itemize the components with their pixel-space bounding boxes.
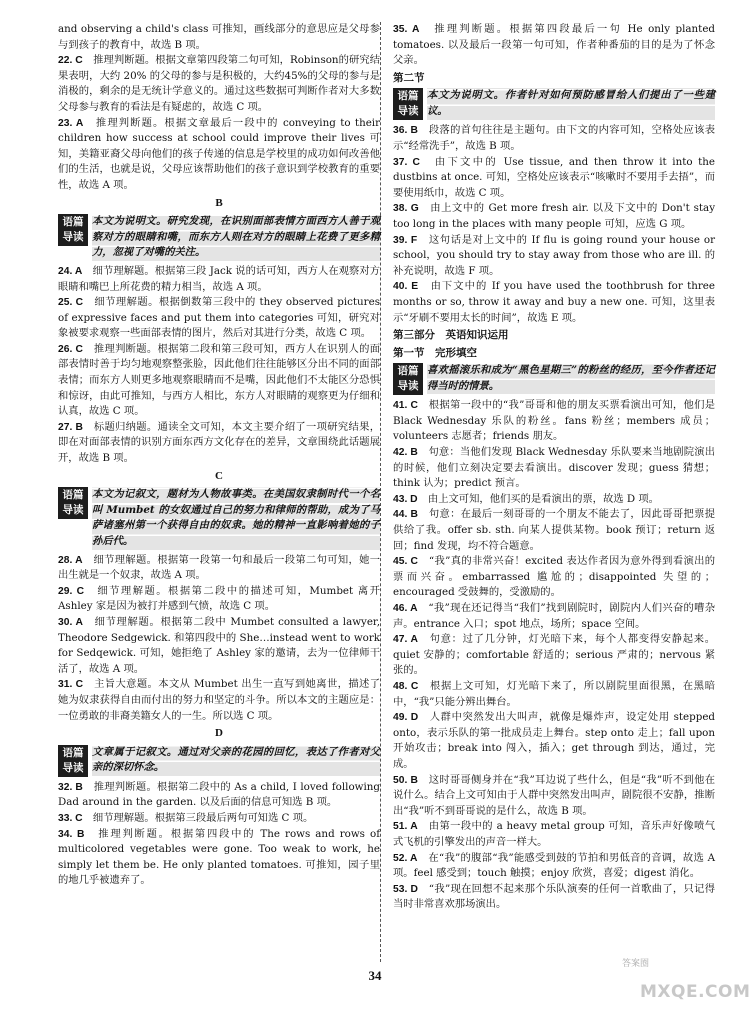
answer-explanation: 这句话是对上文中的 If flu is going round your house or school，you should try to stay away from those who are ill. 的补充说明，故选 F 项。 <box>393 233 715 277</box>
answer-26 <box>58 342 380 420</box>
answer-number: 35. A <box>393 24 420 35</box>
answer-explanation: 细节理解题。根据第二段中 Mumbet consulted a lawyer, Theodore Sedgewick. 和第四段中的 She…instead went to work for Sedqewick. 可知，她拒绝了 Ashley 家的邀请，去为一位律师干活了，故选 A 项。 <box>58 615 380 675</box>
answer-51 <box>393 819 715 850</box>
answer-explanation: 句意：当他们发现 Black Wednesday 乐队要来当地剧院演出的时候，他们立刻决定要去看演出。discover 发现；guess 猜想；think 认为；predict 预言。 <box>393 446 716 490</box>
guide-badge <box>58 487 88 519</box>
badge-line-2: 导读 <box>62 504 84 517</box>
answer-number: 45. C <box>393 556 418 568</box>
answer-explanation: 推理判断题。根据文章最后一段中的 conveying to their children how success at school could improve their lives 可知，美籍亚裔父母向他们的孩子传递的信息是学校里的成功如何改善他们的生活，也就是说，父母应该帮助他们的孩子意识到学校教育的重要性，故选 A 项。 <box>58 116 381 191</box>
answer-number: 46. A <box>393 603 418 614</box>
answer-number: 44. B <box>393 509 418 521</box>
badge-line-2: 导读 <box>397 380 419 393</box>
part-heading: 第三部分 英语知识运用 <box>393 329 509 342</box>
guide-text: 喜欢摇滚乐和成为“黑色星期三”的粉丝的经历，至今作者还记得当时的情景。 <box>427 363 715 394</box>
answer-explanation: 推理判断题。根据第四段中的 The rows and rows of multicolored vegetables were gone. Too weak to work, he simply let them be. He only planted tomatoes. 可推知，园子里的地几乎被遗弃了。 <box>58 827 380 887</box>
answer-32 <box>58 780 380 811</box>
part-heading: 第二节 <box>393 71 425 84</box>
answer-number: 51. A <box>393 821 418 833</box>
answer-43 <box>393 492 715 508</box>
answer-explanation: 细节理解题。根据第三段 Jack 说的话可知，西方人在观察对方眼睛和嘴巴上所花费的精力相当，故选 A 项。 <box>58 264 381 293</box>
guide-badge <box>393 88 423 120</box>
answer-36 <box>393 123 715 154</box>
answer-29 <box>58 584 380 615</box>
badge-line-2: 导读 <box>62 231 84 244</box>
answer-50 <box>393 773 715 820</box>
answer-number: 24. A <box>58 265 83 277</box>
badge-line-1: 语篇 <box>397 365 419 378</box>
guide-text: 文章属于记叙文。通过对父亲的花园的回忆，表达了作者对父亲的深切怀念。 <box>92 745 380 776</box>
answer-45 <box>393 554 715 601</box>
answer-number: 39. F <box>393 234 418 246</box>
section-letter-b: B <box>215 196 223 209</box>
page-number: 34 <box>368 968 382 983</box>
sub-heading: 第一节 完形填空 <box>393 346 477 359</box>
answer-number: 49. D <box>393 712 419 724</box>
answer-number: 25. C <box>58 297 84 309</box>
answer-number: 37. C <box>393 156 420 168</box>
answer-number: 48. C <box>393 680 419 692</box>
answer-explanation: “我”真的非常兴奋！excited 表达作者因为意外得到看演出的票而兴奋。embarrassed 尴尬的；disappointed 失望的；encouraged 受鼓舞的，受激励的。 <box>393 555 715 599</box>
answer-explanation: 细节理解题。根据第三段最后两句可知选 C 项。 <box>92 811 314 824</box>
answer-explanation: 推理判断题。根据第二段和第三段可知，西方人在识别人的面部表情时善于均匀地观察整张脸，因此他们往往能够区分出不同的面部表情；而东方人则更多地观察眼睛而不是嘴，因此他们不太能区分恐惧和惊讶，由此可推知，与西方人相比，东方人对眼睛的观察更为仔细和认真，故选 C 项。 <box>58 342 380 418</box>
answer-explanation: 推理判断题。根据第二段中的 As a child, I loved following Dad around in the garden. 以及后面的信息可知选 B 项。 <box>58 780 380 809</box>
answer-number: 42. B <box>393 447 418 459</box>
answer-27 <box>58 420 380 467</box>
answer-number: 41. C <box>393 400 418 412</box>
answer-number: 33. C <box>58 812 83 824</box>
answer-explanation: 由上文可知，他们买的是看演出的票，故选 D 项。 <box>427 492 659 505</box>
answer-31 <box>58 677 380 724</box>
answer-explanation: 由第一段中的 a heavy metal group 可知，音乐声好像喷气式飞机的引擎发出的声音一样大。 <box>393 820 715 848</box>
answer-25 <box>58 295 380 342</box>
answer-number: 43. D <box>393 493 418 505</box>
badge-line-2: 导读 <box>62 761 84 774</box>
guide-text: 本文为说明文。研究发现，在识别面部表情方面西方人善于观察对方的眼睛和嘴，而东方人则在对方的眼睛上花费了更多精力，忽视了对嘴的关注。 <box>92 214 380 261</box>
answer-number: 28. A <box>58 554 83 566</box>
answer-explanation: 句意：过了几分钟，灯光暗下来，每个人都变得安静起来。quiet 安静的；comfortable 舒适的；serious 严肃的；nervous 紧张的。 <box>393 633 716 677</box>
left-column <box>58 22 380 889</box>
answer-35 <box>393 22 715 69</box>
answer-47 <box>393 632 715 679</box>
answer-explanation: 标题归纳题。通读全文可知，本文主要介绍了一项研究结果，即在对面部表情的识别方面东西方文化存在的差异，文章围绕此话题展开，故选 B 项。 <box>58 420 380 465</box>
answer-explanation: 由下文中的 Use tissue, and then throw it into the dustbins at once. 可知，空格处应该表示“咳嗽时不要用手去捂”，而要使用纸巾，故选 C 项。 <box>393 155 715 199</box>
answer-52 <box>393 851 715 882</box>
answer-explanation: 这时哥哥侧身并在“我”耳边说了些什么，但是“我”听不到他在说什么。结合上文可知由于人群中突然发出叫声，剧院很不安静，推断出“我”听不到哥哥说的是什么，故选 B 项。 <box>393 773 715 817</box>
guide-text: 本文为说明文。作者针对如何预防感冒给人们提出了一些建议。 <box>427 88 715 119</box>
answer-explanation: 由下文中的 If you have used the toothbrush for three months or so, throw it away and buy a new one. 可知，这里表示“牙刷不要用太长的时间”，故选 E 项。 <box>393 280 715 324</box>
answer-number: 29. C <box>58 585 85 597</box>
badge-line-1: 语篇 <box>62 216 84 229</box>
answer-number: 23. A <box>58 117 84 129</box>
answer-40 <box>393 279 715 326</box>
answer-number: 40. E <box>393 281 419 293</box>
answer-38 <box>393 201 715 232</box>
answer-explanation: “我”现在回想不起来那个乐队演奏的任何一首歌曲了，只记得当时非常喜欢那场演出。 <box>393 882 715 911</box>
answer-23 <box>58 116 380 194</box>
answer-number: 27. B <box>58 421 83 433</box>
intro-paragraph: and observing a child's class 可推知，画线部分的意思应是父母参与到孩子的教育中，故选 B 项。 <box>58 23 380 51</box>
reading-guide-c <box>58 487 380 549</box>
answer-number: 22. C <box>58 55 83 67</box>
watermark-label: 答案圈 <box>622 959 650 969</box>
answer-number: 32. B <box>58 781 83 793</box>
answer-explanation: 由上文中的 Get more fresh air. 以及下文中的 Don't stay too long in the places with many people 可知，应选 G 项。 <box>393 202 716 230</box>
answer-41 <box>393 398 715 445</box>
guide-badge <box>393 363 423 395</box>
answer-number: 34. B <box>58 828 85 840</box>
badge-line-1: 语篇 <box>62 489 84 502</box>
answer-44 <box>393 507 715 554</box>
answer-explanation: 主旨大意题。本文从 Mumbet 出生一直写到她离世，描述了她为奴隶获得自由而付出的努力和坚定的斗争。所以本文的主题应是：一位勇敢的非裔美籍女人的一生。所以选 C 项。 <box>58 678 381 722</box>
answer-explanation: 推理判断题。根据第四段最后一句 He only planted tomatoes. 以及最后一段第一句可知，作者种番茄的目的是为了怀念父亲。 <box>393 23 715 67</box>
badge-line-2: 导读 <box>397 105 419 118</box>
answer-33 <box>58 811 380 827</box>
answer-explanation: 在“我”的腹部“我”能感受到鼓的节拍和男低音的音调，故选 A 项。feel 感受到；touch 触摸；enjoy 欣赏，喜爱；digest 消化。 <box>393 851 716 880</box>
answer-53 <box>393 882 715 913</box>
answer-28 <box>58 553 380 584</box>
answer-explanation: 根据上文可知，灯光暗下来了，所以剧院里面很黑，在黑暗中，“我”只能分辨出舞台。 <box>393 679 716 708</box>
answer-explanation: “我”现在还记得当“我们”找到剧院时，剧院内人们兴奋的嘈杂声。entrance 入口；spot 地点，场所；space 空间。 <box>393 602 716 630</box>
answer-explanation: 细节理解题。根据倒数第三段中的 they observed pictures of expressive faces and put them into categories 可知，研究对象被要求观察一些面部表情的图片，然后对其进行分类，故选 C 项。 <box>58 296 380 340</box>
answer-34 <box>58 827 380 889</box>
answer-number: 50. B <box>393 774 418 786</box>
answer-explanation: 根据第一段中的“我”哥哥和他的朋友买票看演出可知，他们是 Black Wednesday 乐队的粉丝。fans 粉丝；members 成员；volunteers 志愿者；friends 朋友。 <box>393 399 715 443</box>
answer-49 <box>393 710 715 772</box>
answer-explanation: 推理判断题。根据文章第四段第二句可知，Robinson的研究结果表明，大约 20% 的父母的参与是积极的，大约45%的父母的参与是消极的，剩余的是无统计学意义的。通过这些数据可判断作者对大多数父母参与教育的看法是有疑虑的，故选 C 项。 <box>58 54 381 113</box>
answer-39 <box>393 233 715 280</box>
right-column <box>393 22 715 913</box>
answer-number: 38. G <box>393 203 419 215</box>
section-letter-c: C <box>215 469 223 482</box>
answer-number: 53. D <box>393 883 418 895</box>
answer-37 <box>393 155 715 202</box>
answer-explanation: 人群中突然发出大叫声，就像是爆炸声，设定处用 stepped onto，表示乐队的第一批成员走上舞台。step onto 走上；fall upon 开始攻击；break into 闯入，插入；get through 到达，通过，完成。 <box>393 711 716 770</box>
answer-explanation: 细节理解题。根据第二段中的描述可知，Mumbet 离开 Ashley 家是因为被打并感到气愤，故选 C 项。 <box>58 584 380 613</box>
answer-number: 30. A <box>58 616 83 628</box>
answer-30 <box>58 615 380 677</box>
reading-guide-part2 <box>393 88 715 120</box>
answer-48 <box>393 679 715 710</box>
answer-number: 26. C <box>58 343 83 355</box>
answer-46 <box>393 601 715 632</box>
watermark: MXQE.COM <box>640 982 750 1002</box>
column-divider <box>380 22 381 962</box>
guide-badge <box>58 745 88 777</box>
answer-number: 47. A <box>393 634 418 646</box>
section-letter-d: D <box>215 727 223 740</box>
answer-explanation: 句意：在最后一刻哥哥的一个朋友不能去了，因此哥哥把票提供给了我。offer sb. sth. 向某人提供某物。book 预订；return 返回；find 发现，均不符合题意。 <box>393 508 715 552</box>
guide-text: 本文为记叙文，题材为人物故事类。在美国奴隶制时代一个名叫 Mumbet 的女奴通过自己的努力和律师的帮助，成为了马萨诸塞州第一个获得自由的奴隶。她的精神一直影响着她的子孙后代。 <box>92 487 380 549</box>
answer-42 <box>393 445 715 492</box>
reading-guide-part3 <box>393 363 715 395</box>
answer-22 <box>58 53 380 115</box>
answer-24 <box>58 264 380 295</box>
badge-line-1: 语篇 <box>397 90 419 103</box>
answer-number: 31. C <box>58 679 84 691</box>
reading-guide-d <box>58 745 380 777</box>
answer-explanation: 段落的首句往往是主题句。由下文的内容可知，空格处应该表示“经常洗手”，故选 B 项。 <box>393 124 715 152</box>
answer-explanation: 细节理解题。根据第一段第一句和最后一段第二句可知，她一出生就是一个奴隶，故选 A 项。 <box>58 553 381 582</box>
answer-number: 52. A <box>393 852 418 864</box>
badge-line-1: 语篇 <box>62 746 84 759</box>
guide-badge <box>58 214 88 246</box>
answer-number: 36. B <box>393 125 418 137</box>
reading-guide-b <box>58 214 380 261</box>
